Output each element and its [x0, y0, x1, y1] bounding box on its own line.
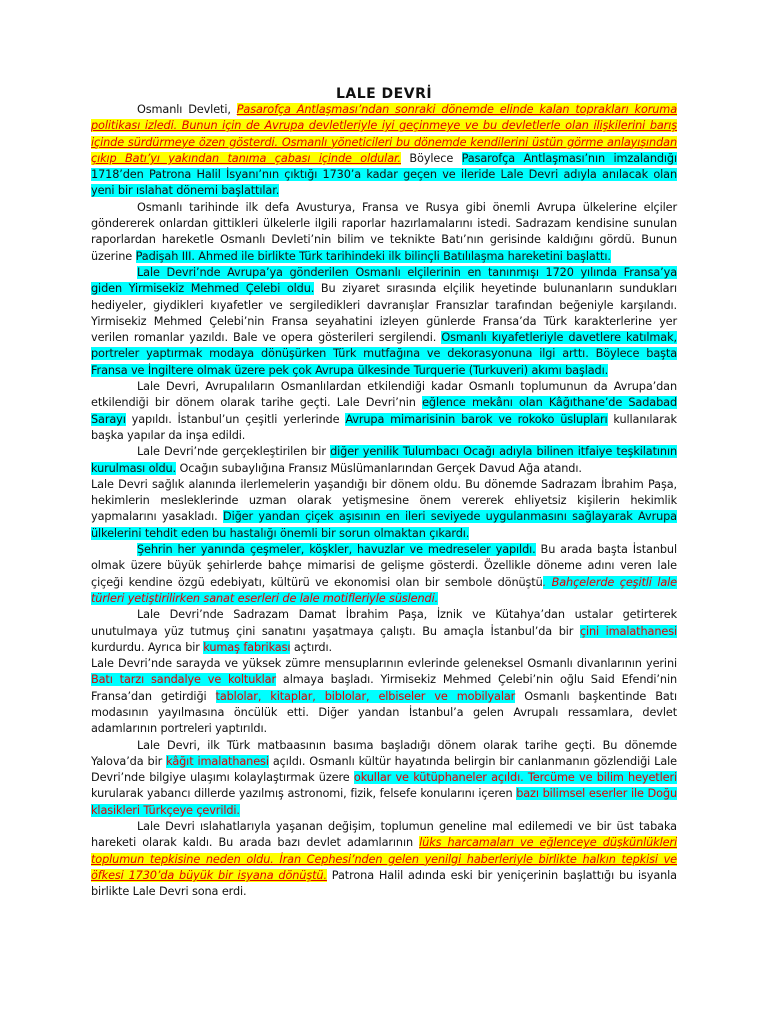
highlighted-text-cyan-red: kâğıt imalathanesi	[166, 754, 269, 768]
text-segment: kurdurdu. Ayrıca bir	[91, 640, 204, 654]
highlighted-text-cyan: Diğer yandan çiçek aşısının en ileri seviyede uygulanmasını sağlayarak Avrupa ülkelerini tehdit eden bu hastalığı önemli bir sorun olmaktan çıkardı.	[91, 510, 677, 540]
highlighted-text-cyan: Şehrin her yanında çeşmeler, köşkler, havuzlar ve medreseler yapıldı.	[137, 543, 536, 557]
text-segment: Lale Devri’nde sarayda ve yüksek zümre mensuplarının evlerinde geleneksel Osmanlı divanlarının yerini	[91, 657, 677, 671]
paragraph	[91, 738, 677, 819]
highlighted-text-cyan-red: kumaş fabrikası	[203, 640, 291, 654]
highlighted-text-cyan: Avrupa mimarisinin barok ve rokoko üslupları	[345, 412, 608, 426]
text-segment: yapıldı. İstanbul’un çeşitli yerlerinde	[125, 412, 346, 426]
text-segment: Osmanlı Devleti,	[137, 103, 237, 116]
highlighted-text-cyan-red: tablolar, kitaplar, biblolar, elbiseler ve mobilyalar	[215, 689, 516, 703]
paragraph	[91, 477, 677, 542]
text-segment: Bu arada başta İstanbul olmak üzere büyük şehirlerde bahçe mimarisi de gelişme gösterdi. Özellikle döneme adını veren lale çiçeği kendine özgü edebiyatı, kültürü ve ekonomisi olan bir sembole dönüştü	[91, 543, 677, 589]
highlighted-text-cyan: eğlence mekânı olan Kâğıthane’de Sadabad Sarayı	[91, 396, 677, 426]
text-segment: açtırdı.	[290, 640, 332, 654]
highlighted-text-yellow: Pasarofça Antlaşması’ndan sonraki dönemde elinde kalan toprakları koruma politikası izledi. Bunun için de Avrupa devletleriyle iyi geçinmeye ve bu devletlerle olan ilişkilerini barış içinde sürdürmeye özen gösterdi. Osmanlı yöneticileri bu dönemde kendilerini üstün görme anlayışından çıkıp Batı’yı yakından tanıma çabası içinde oldular.	[91, 103, 677, 165]
paragraph	[91, 200, 677, 265]
document-body	[91, 102, 677, 901]
text-segment: Osmanlı başkentinde Batı modasının yayılmasına öncülük etti. Diğer yandan İstanbul’a gelen Avrupalı ressamlara, devlet adamlarının portreleri yaptırıldı.	[91, 689, 677, 736]
text-segment: Lale Devri’nde Sadrazam Damat İbrahim Paşa, İznik ve Kütahya’dan ustalar getirterek unutulmaya yüz tutmuş çini sanatını yaşatmaya çalıştı. Bu amaçla İstanbul’da bir	[91, 608, 677, 638]
highlighted-text-cyan: Pasarofça Antlaşması’nın imzalandığı 1718’den Patrona Halil İsyanı’nın çıktığı 1730’a kadar geçen ve ileride Lale Devri adıyla anılacak olan yeni bir ıslahat dönemi başlattılar.	[91, 151, 677, 198]
text-segment: Lale Devri sağlık alanında ilerlemelerin yaşandığı bir dönem oldu. Bu dönemde Sadrazam İbrahim Paşa, hekimlerin mesleklerinde uzman olarak yetişmesine önem vererek ehliyetsiz kişilerin hekimlik yapmalarını yasakladı.	[91, 477, 677, 524]
text-segment: Osmanlı tarihinde ilk defa Avusturya, Fransa ve Rusya gibi önemli Avrupa ülkelerine elçiler göndererek onlardan gittikleri ülkelerle ilgili raporlar hazırlamalarını istedi. Sadrazam kendisine sunulan raporlardan hareketle Osmanlı Devleti’nin bilim ve teknikte Batı’nın gerisinde kaldığını gördü. Bunun üzerine	[91, 200, 677, 263]
document-title: LALE DEVRİ	[335, 86, 433, 102]
text-segment: kurularak yabancı dillerde yazılmış astronomi, fizik, felsefe konularını içeren	[91, 787, 517, 801]
highlighted-text-cyan: diğer yenilik Tulumbacı Ocağı adıyla bilinen itfaiye teşkilatının kurulması oldu.	[91, 445, 678, 475]
text-segment: Lale Devri ıslahatlarıyla yaşanan değişim, toplumun geneline mal edilemedi ve bir üst tabaka hareketi olarak kaldı. Bu arada bazı devlet adamlarının	[91, 820, 677, 850]
paragraph	[91, 265, 677, 379]
paragraph	[91, 444, 677, 477]
paragraph	[91, 379, 677, 444]
document-page	[91, 84, 677, 901]
highlighted-text-yellow: lüks harcamaları ve eğlenceye düşkünlükleri toplumun tepkisine neden oldu. İran Cephesi’nden gelen yenilgi haberleriyle birlikte halkın tepkisi ve öfkesi 1730’da büyük bir isyana dönüştü.	[91, 836, 677, 882]
text-segment: Ocağın subaylığına Fransız Müslümanlarından Gerçek Davud Ağa atandı.	[176, 461, 582, 475]
text-segment: Böylece	[400, 151, 462, 165]
highlighted-text-cyan: Padişah III. Ahmed ile birlikte Türk tarihindeki ilk bilinçli Batılılaşma hareketini başlattı.	[135, 249, 611, 263]
text-segment: Patrona Halil adında eski bir yeniçerinin başlattığı bu isyanla birlikte Lale Devri sona erdi.	[91, 868, 677, 899]
highlighted-text-cyan: Osmanlı kıyafetleriyle davetlere katılmak, portreler yaptırmak modaya dönüşürken Türk mutfağına ve dekorasyonuna ilgi arttı. Böylece başta Fransa ve İngiltere olmak üzere pek çok Avrupa ülkesinde Turquerie (Turkuveri) akımı başladı.	[91, 331, 677, 377]
paragraph	[91, 607, 677, 656]
text-segment: almaya başladı. Yirmisekiz Mehmed Çelebi’nin oğlu Said Efendi’nin Fransa’dan getirdiği	[91, 673, 677, 703]
text-segment: Lale Devri, Avrupalıların Osmanlılardan etkilendiği kadar Osmanlı toplumunun da Avrupa’dan etkilendiği bir dönem olarak tarihe geçti. Lale Devri’nin	[91, 380, 677, 410]
paragraph	[91, 102, 677, 200]
text-segment: Bu ziyaret sırasında elçilik heyetinde bulunanların sundukları hediyeler, giydikleri kıyafetler ve sergiledikleri davranışlar Fransızlar tarafından beğeniyle karşılandı. Yirmisekiz Mehmed Çelebi’nin Fransa seyahatini izleyen günlerde Fransa’da Türk karakterlerine yer verilen romanlar yazıldı. Bale ve opera gösterileri sergilendi.	[91, 282, 678, 345]
paragraph	[91, 656, 677, 737]
highlighted-text-cyan-red: çini imalathanesi	[579, 624, 677, 638]
text-segment: kullanılarak başka yapılar da inşa edildi.	[91, 412, 677, 442]
highlighted-text-cyan-red: Batı tarzı sandalye ve koltuklar	[91, 673, 276, 687]
text-segment: Lale Devri’nde gerçekleştirilen bir	[137, 445, 331, 459]
paragraph	[91, 542, 677, 607]
text-segment: açıldı. Osmanlı kültür hayatında belirgin bir canlanmanın gözlendiği Lale Devri’nde bilgiye ulaşımı kolaylaştırmak üzere	[91, 754, 677, 785]
highlighted-text-cyan-red: okullar ve kütüphaneler açıldı. Tercüme ve bilim heyetleri	[353, 771, 677, 785]
paragraph	[91, 819, 677, 900]
highlighted-text-cyan-red: bazı bilimsel eserler ile Doğu klasikleri Türkçeye çevrildi.	[91, 787, 677, 817]
highlighted-text-cyan-italic-red: . Bahçelerde çeşitli lale türleri yetiştirilirken sanat eserleri de lale motifleriyle süslendi.	[91, 575, 677, 605]
highlighted-text-cyan: Lale Devri’nde Avrupa’ya gönderilen Osmanlı elçilerinin en tanınmışı 1720 yılında Fransa’ya giden Yirmisekiz Mehmed Çelebi oldu.	[91, 265, 677, 296]
text-segment: Lale Devri, ilk Türk matbaasının basıma başladığı dönem olarak tarihe geçti. Bu dönemde Yalova’da bir	[91, 738, 677, 768]
